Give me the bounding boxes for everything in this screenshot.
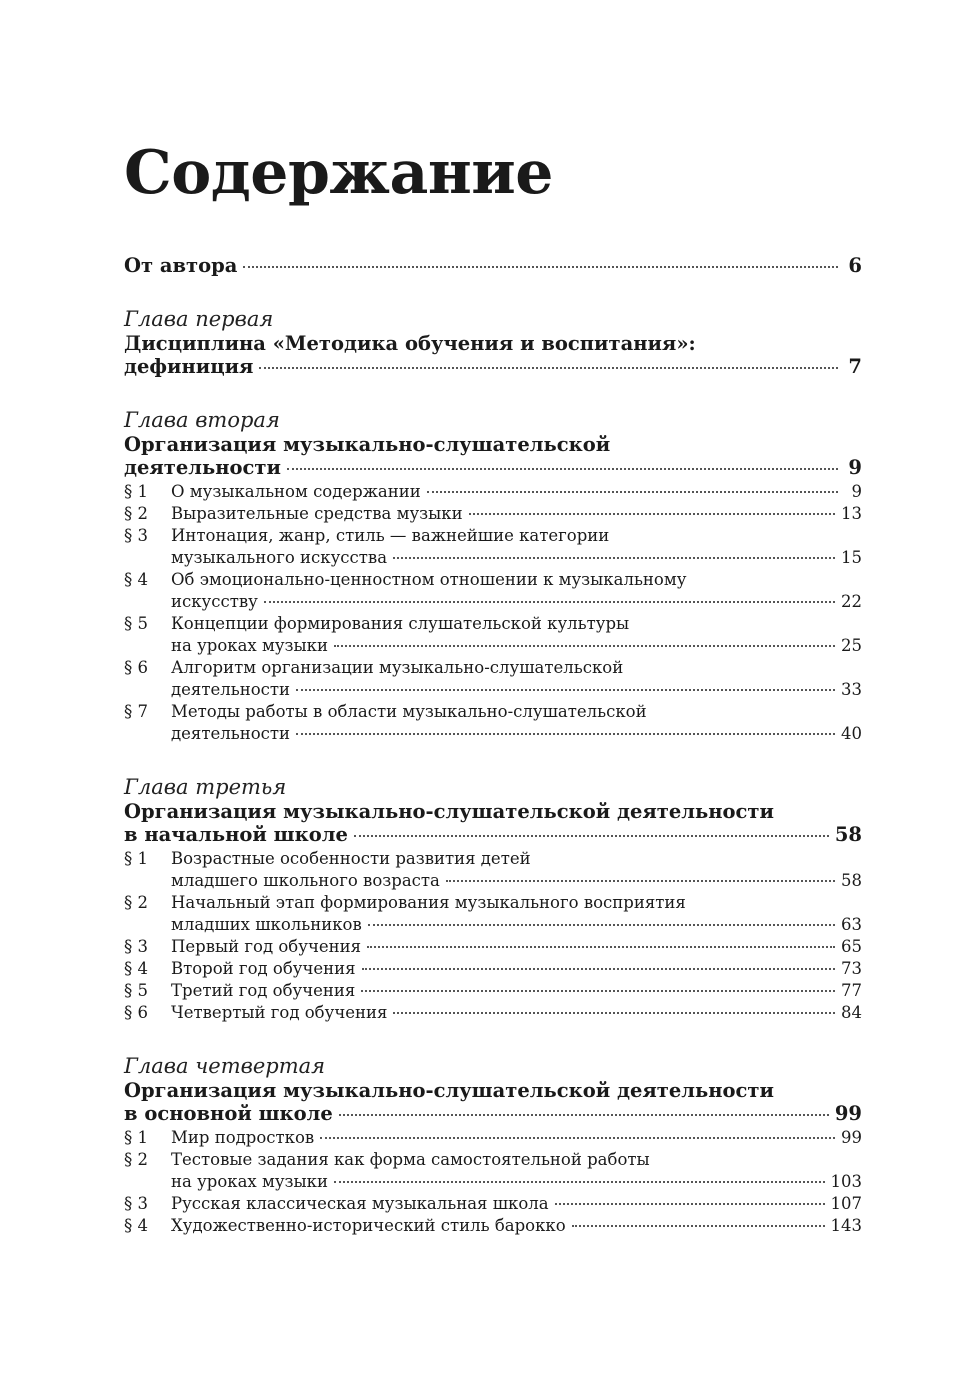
chapter-label: Глава вторая xyxy=(124,408,280,432)
section-body xyxy=(171,958,862,980)
entry-line xyxy=(171,1171,862,1193)
section-number: § 4 xyxy=(124,1216,148,1235)
entry-line xyxy=(124,456,862,479)
entry-line xyxy=(124,823,862,846)
page-number: 63 xyxy=(841,915,862,934)
page-number: 7 xyxy=(848,355,862,378)
section-body xyxy=(171,936,862,958)
entry-line xyxy=(171,481,862,503)
dot-leader xyxy=(393,1012,835,1014)
entry-line xyxy=(171,613,862,635)
entry-line xyxy=(171,679,862,701)
page-number: 9 xyxy=(851,482,862,501)
page-number: 25 xyxy=(841,636,862,655)
dot-leader xyxy=(296,733,835,735)
section-number: § 3 xyxy=(124,1194,148,1213)
entry-text: Об эмоционально-ценностном отношении к музыкальному xyxy=(171,570,687,589)
dot-leader xyxy=(334,645,835,647)
section-entry[interactable] xyxy=(124,980,862,1002)
entry-text: Алгоритм организации музыкально-слушательской xyxy=(171,658,624,677)
entry-text: Третий год обучения xyxy=(171,981,356,1000)
page-number: 58 xyxy=(841,871,862,890)
entry-text: Интонация, жанр, стиль — важнейшие категории xyxy=(171,526,610,545)
entry-line xyxy=(124,332,862,355)
chapter-label: Глава четвертая xyxy=(124,1054,326,1078)
entry-line xyxy=(171,936,862,958)
section-number: § 2 xyxy=(124,1150,148,1169)
entry-text: Возрастные особенности развития детей xyxy=(171,849,531,868)
section-entry[interactable] xyxy=(124,1002,862,1024)
entry-text: в начальной школе xyxy=(124,823,348,846)
section-body xyxy=(171,569,862,613)
page-number: 13 xyxy=(841,504,862,523)
entry-line xyxy=(171,1127,862,1149)
page-number: 99 xyxy=(834,1102,862,1125)
dot-leader xyxy=(287,468,838,470)
entry-text: младшего школьного возраста xyxy=(171,871,440,890)
chapter-label: Глава третья xyxy=(124,775,287,799)
section-body xyxy=(171,848,862,892)
chapter-title[interactable] xyxy=(124,433,862,479)
page-number: 103 xyxy=(830,1172,862,1191)
section-body xyxy=(171,1127,862,1149)
chapter-label: Глава первая xyxy=(124,307,274,331)
section-number: § 1 xyxy=(124,482,148,501)
entry-line xyxy=(171,547,862,569)
section-body xyxy=(171,1193,862,1215)
entry-text: на уроках музыки xyxy=(171,636,328,655)
entry-text: Четвертый год обучения xyxy=(171,1003,388,1022)
table-of-contents xyxy=(124,254,862,1267)
page-number: 58 xyxy=(834,823,862,846)
dot-leader xyxy=(354,835,829,837)
entry-text: деятельности xyxy=(171,680,290,699)
entry-line xyxy=(171,525,862,547)
entry-line xyxy=(171,503,862,525)
dot-leader xyxy=(368,924,835,926)
page-number: 77 xyxy=(841,981,862,1000)
entry-text: деятельности xyxy=(124,456,281,479)
entry-line xyxy=(171,701,862,723)
entry-text: в основной школе xyxy=(124,1102,333,1125)
section-number: § 6 xyxy=(124,1003,148,1022)
entry-line xyxy=(171,848,862,870)
entry-text: Художественно-исторический стиль барокко xyxy=(171,1216,566,1235)
dot-leader xyxy=(393,557,835,559)
toc-entry-title: От автора xyxy=(124,254,238,277)
chapter-block xyxy=(124,1054,862,1237)
section-entry[interactable] xyxy=(124,1215,862,1237)
entry-text: Дисциплина «Методика обучения и воспитания»: xyxy=(124,332,696,355)
entry-line xyxy=(124,1079,862,1102)
entry-text: Первый год обучения xyxy=(171,937,362,956)
section-entry[interactable] xyxy=(124,1127,862,1149)
section-entry[interactable] xyxy=(124,936,862,958)
entry-text: младших школьников xyxy=(171,915,362,934)
entry-line xyxy=(171,1002,862,1024)
section-body xyxy=(171,613,862,657)
section-entry[interactable] xyxy=(124,958,862,980)
toc-entry-author[interactable] xyxy=(124,254,862,277)
section-number: § 5 xyxy=(124,981,148,1000)
section-number: § 4 xyxy=(124,570,148,589)
section-body xyxy=(171,980,862,1002)
dot-leader xyxy=(555,1203,825,1205)
entry-line xyxy=(124,355,862,378)
section-number: § 1 xyxy=(124,849,148,868)
entry-line xyxy=(171,980,862,1002)
section-body xyxy=(171,1002,862,1024)
section-entry[interactable] xyxy=(124,613,862,657)
entry-line xyxy=(171,892,862,914)
dot-leader xyxy=(469,513,835,515)
dot-leader xyxy=(572,1225,825,1227)
section-body xyxy=(171,525,862,569)
section-number: § 3 xyxy=(124,937,148,956)
section-number: § 4 xyxy=(124,959,148,978)
chapter-block xyxy=(124,307,862,378)
section-entry[interactable] xyxy=(124,848,862,892)
dot-leader xyxy=(427,491,838,493)
entry-line xyxy=(171,1193,862,1215)
section-entry[interactable] xyxy=(124,1149,862,1193)
section-body xyxy=(171,892,862,936)
dot-leader xyxy=(264,601,835,603)
dot-leader xyxy=(320,1137,835,1139)
dot-leader xyxy=(362,968,835,970)
entry-text: музыкального искусства xyxy=(171,548,388,567)
section-entry[interactable] xyxy=(124,481,862,503)
page-title: Содержание xyxy=(124,138,553,208)
entry-line xyxy=(171,914,862,936)
page-number: 143 xyxy=(830,1216,862,1235)
entry-text: Организация музыкально-слушательской деятельности xyxy=(124,800,774,823)
section-number: § 6 xyxy=(124,658,148,677)
chapter-block xyxy=(124,408,862,745)
page-number: 15 xyxy=(841,548,862,567)
chapter-title[interactable] xyxy=(124,800,862,846)
section-entry[interactable] xyxy=(124,657,862,701)
entry-text: Второй год обучения xyxy=(171,959,356,978)
page-number: 73 xyxy=(841,959,862,978)
section-number: § 2 xyxy=(124,893,148,912)
entry-line xyxy=(171,1149,862,1171)
section-entry[interactable] xyxy=(124,892,862,936)
page-number: 33 xyxy=(841,680,862,699)
entry-text: Концепции формирования слушательской культуры xyxy=(171,614,630,633)
chapters-list xyxy=(124,307,862,1237)
section-body xyxy=(171,657,862,701)
section-number: § 3 xyxy=(124,526,148,545)
entry-text: Организация музыкально-слушательской деятельности xyxy=(124,1079,774,1102)
section-entry[interactable] xyxy=(124,701,862,745)
chapter-title[interactable] xyxy=(124,1079,862,1125)
section-number: § 5 xyxy=(124,614,148,633)
entry-text: деятельности xyxy=(171,724,290,743)
entry-line xyxy=(171,635,862,657)
entry-line xyxy=(171,958,862,980)
page-number: 84 xyxy=(841,1003,862,1022)
section-entry[interactable] xyxy=(124,503,862,525)
page-number: 99 xyxy=(841,1128,862,1147)
entry-text: искусству xyxy=(171,592,258,611)
dot-leader xyxy=(361,990,835,992)
section-body xyxy=(171,701,862,745)
entry-line xyxy=(171,1215,862,1237)
chapter-block xyxy=(124,775,862,1024)
section-number: § 7 xyxy=(124,702,148,721)
dot-leader xyxy=(296,689,835,691)
entry-text: Тестовые задания как форма самостоятельной работы xyxy=(171,1150,650,1169)
section-number: § 1 xyxy=(124,1128,148,1147)
page-number: 40 xyxy=(841,724,862,743)
dot-leader xyxy=(259,367,838,369)
dot-leader xyxy=(334,1181,825,1183)
entry-line xyxy=(171,870,862,892)
section-entry[interactable] xyxy=(124,1193,862,1215)
section-body xyxy=(171,1215,862,1237)
page-number: 6 xyxy=(848,254,862,277)
page-number: 9 xyxy=(848,456,862,479)
entry-line xyxy=(171,569,862,591)
page-number: 22 xyxy=(841,592,862,611)
page-number: 107 xyxy=(830,1194,862,1213)
entry-text: дефиниция xyxy=(124,355,254,378)
dot-leader xyxy=(367,946,835,948)
entry-line xyxy=(124,433,862,456)
entry-line xyxy=(171,657,862,679)
entry-line xyxy=(171,723,862,745)
section-number: § 2 xyxy=(124,504,148,523)
section-body xyxy=(171,503,862,525)
entry-line xyxy=(171,591,862,613)
entry-line xyxy=(124,1102,862,1125)
entry-text: Мир подростков xyxy=(171,1128,315,1147)
dot-leader xyxy=(339,1114,829,1116)
entry-text: Организация музыкально-слушательской xyxy=(124,433,611,456)
entry-text: О музыкальном содержании xyxy=(171,482,421,501)
entry-line xyxy=(124,800,862,823)
section-body xyxy=(171,1149,862,1193)
chapter-title[interactable] xyxy=(124,332,862,378)
entry-text: Методы работы в области музыкально-слушательской xyxy=(171,702,647,721)
section-body xyxy=(171,481,862,503)
dot-leader xyxy=(446,880,835,882)
section-entry[interactable] xyxy=(124,525,862,569)
entry-text: Выразительные средства музыки xyxy=(171,504,463,523)
entry-text: Начальный этап формирования музыкального восприятия xyxy=(171,893,686,912)
entry-text: на уроках музыки xyxy=(171,1172,328,1191)
section-entry[interactable] xyxy=(124,569,862,613)
page-number: 65 xyxy=(841,937,862,956)
dot-leader xyxy=(243,266,838,268)
entry-text: Русская классическая музыкальная школа xyxy=(171,1194,549,1213)
